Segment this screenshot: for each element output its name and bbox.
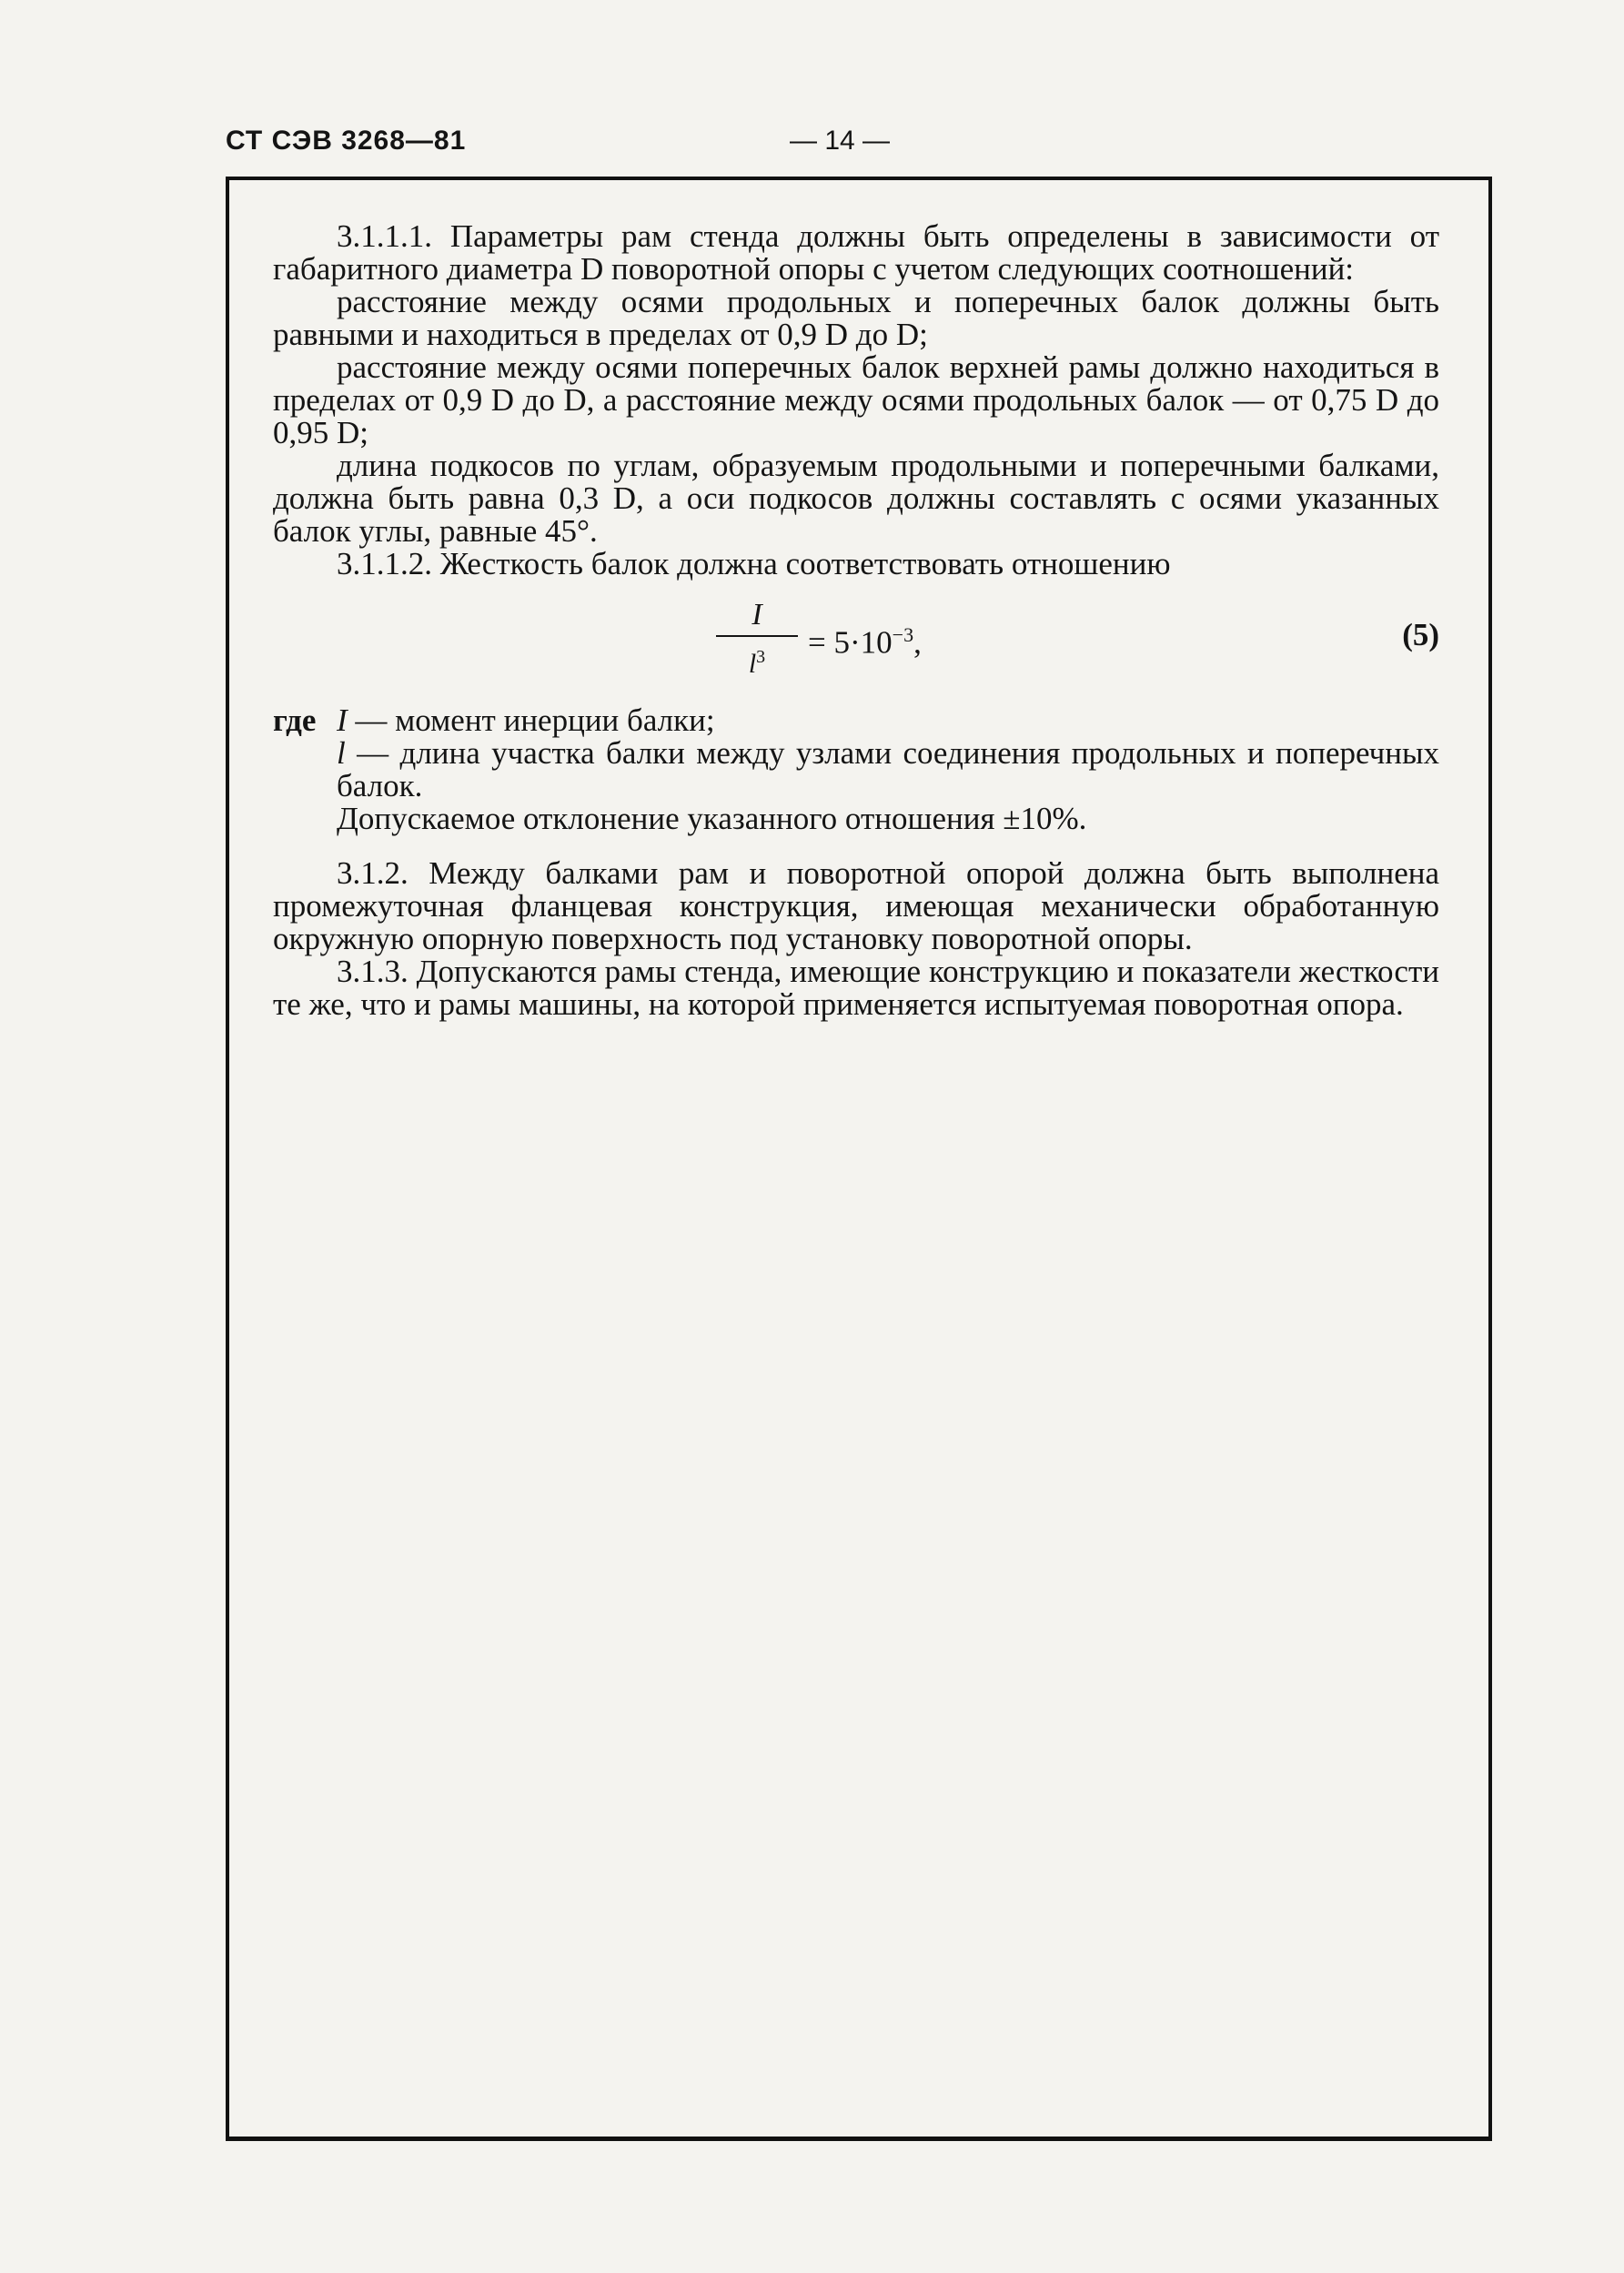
definition-row [273, 704, 1439, 737]
formula-definitions [273, 704, 1439, 803]
clause-3-1-3: 3.1.3. Допускаются рамы стенда, имеющие конструкцию и показатели жесткости те же, что и рамы машины, на которой применяется испытуемая поворотная опора. [273, 954, 1439, 1022]
fraction-bar [716, 635, 798, 637]
requirement-paragraph: расстояние между осями поперечных балок верхней рамы должно находиться в пределах от 0,9 D до D, а расстояние между осями продольных балок — от 0,75 D до 0,95 D; [273, 349, 1439, 450]
formula-denominator: $l^3$ [748, 647, 766, 679]
requirement-paragraph: длина подкосов по углам, образуемым продольными и поперечными балками, должна быть равна 0,3 D, а оси подкосов должны составлять с осями указанных балок углы, равные 45°. [273, 448, 1439, 549]
definition-text: — момент инерции балки; [347, 702, 715, 738]
definition-symbol: l [337, 735, 346, 771]
where-label: где [273, 702, 317, 738]
formula-5 [273, 593, 1439, 693]
clause-3-1-2: 3.1.2. Между балками рам и поворотной опорой должна быть выполнена промежуточная фланцевая конструкция, имеющая механически обработанную окружную опорную поверхность под установку поворотной опоры. [273, 855, 1439, 956]
formula-rhs: = $5\cdot 10^{-3}$, [808, 623, 922, 661]
formula-number: (5) [1402, 617, 1439, 652]
clause-3-1-1-1: 3.1.1.1. Параметры рам стенда должны быть определены в зависимости от габаритного диаметра D поворотной опоры с учетом следующих соотношений: [273, 218, 1439, 287]
document-body [273, 220, 1439, 1021]
clause-3-1-1-2: 3.1.1.2. Жесткость балок должна соответствовать отношению [337, 546, 1171, 581]
formula-fraction [716, 597, 798, 681]
definition-row [273, 737, 1439, 803]
requirement-paragraph: расстояние между осями продольных и поперечных балок должны быть равными и находиться в пределах от 0,9 D до D; [273, 284, 1439, 352]
definition-text: — длина участка балки между узлами соединения продольных и поперечных балок. [337, 735, 1439, 803]
page-header [226, 126, 1478, 162]
definition-symbol: I [337, 702, 348, 738]
page-number: — 14 — [790, 126, 891, 156]
standard-code: СТ СЭВ 3268—81 [226, 126, 467, 156]
formula-numerator: I [751, 598, 762, 631]
tolerance-paragraph: Допускаемое отклонение указанного отношения ±10%. [337, 801, 1087, 836]
